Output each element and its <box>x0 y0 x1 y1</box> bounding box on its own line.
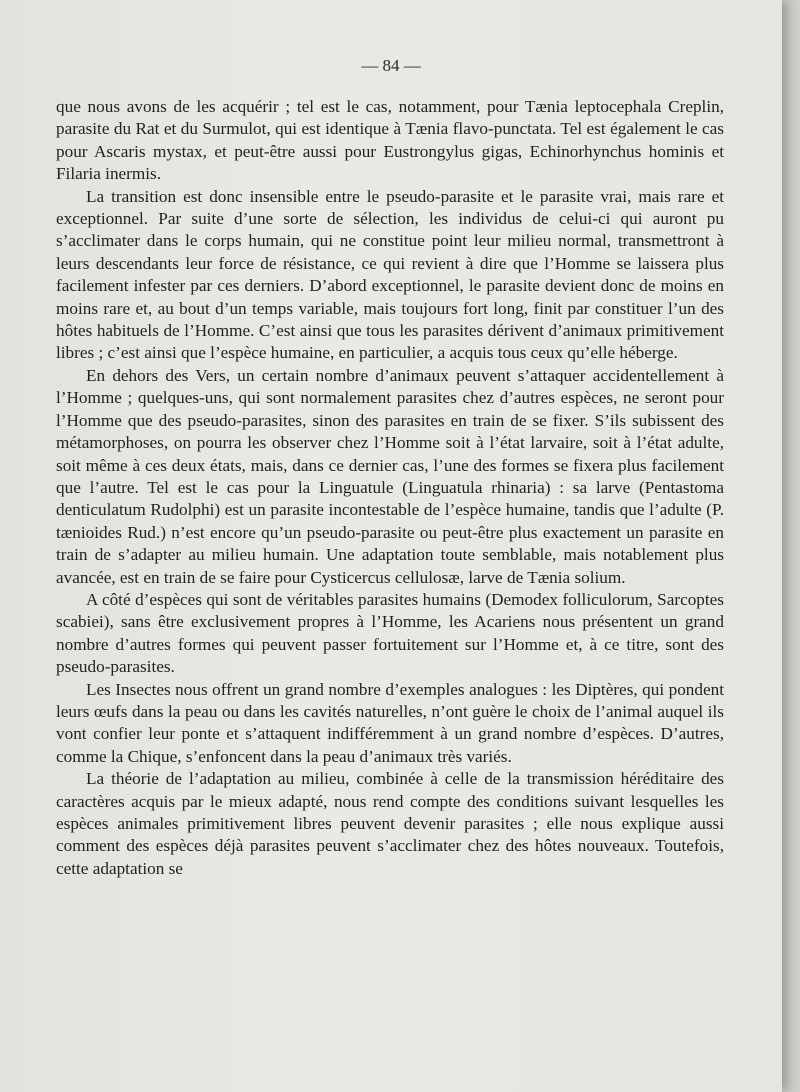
paragraph-6: La théorie de l’adaptation au milieu, combinée à celle de la transmission héréditaire des caractères acquis par le mieux adapté, nous rend compte des conditions suivant lesquelles les espèces animales primitivement libres peuvent devenir parasites ; elle nous explique aussi comment des espèces déjà parasites peuvent s’acclimater chez des hôtes nouveaux. Toutefois, cette adaptation se <box>56 769 724 878</box>
paragraph-5: Les Insectes nous offrent un grand nombre d’exemples analogues : les Diptères, qui pondent leurs œufs dans la peau ou dans les cavités naturelles, n’ont guère le choix de l’animal auquel ils vont confier leur ponte et s’attaquent indifféremment à un grand nombre d’espèces. D’autres, comme la Chique, s’enfoncent dans la peau d’animaux très variés. <box>56 679 724 766</box>
page-number: — 84 — <box>361 56 421 75</box>
paragraph-4: A côté d’espèces qui sont de véritables parasites humains (Demodex folliculorum, Sarcoptes scabiei), sans être exclusivement propres à l’Homme, les Acariens nous présentent un grand nombre d’autres formes qui peuvent passer fortuitement sur l’Homme et, à ce titre, sont des pseudo-parasites. <box>56 589 724 677</box>
paragraph-3: En dehors des Vers, un certain nombre d’animaux peuvent s’attaquer accidentellement à l’Homme ; quelques-uns, qui sont normalement parasites chez d’autres espèces, ne seront pour l’Homme que des pseudo-parasites, sinon des parasites en train de se fixer. S’ils subissent des métamorphoses, on pourra les observer chez l’Homme soit à l’état larvaire, soit à l’état adulte, soit même à ces deux états, mais, dans ce dernier cas, l’une des formes se fixera plus facilement que l’autre. Tel est le cas pour la Linguatule (Linguatula rhinaria) : sa larve (Pentastoma denticulatum Rudolphi) est un parasite incontestable de l’espèce humaine, tandis que l’adulte (P. tænioides Rud.) n’est encore qu’un pseudo-parasite ou peut-être plus exactement un parasite en train de s’adapter au milieu humain. Une adaptation toute semblable, mais notablement plus avancée, est en train de se faire pour Cysticercus cellulosæ, larve de Tænia solium. <box>56 365 724 587</box>
page-body-text <box>56 96 724 880</box>
paragraph-1: que nous avons de les acquérir ; tel est le cas, notamment, pour Tænia leptocephala Creplin, parasite du Rat et du Surmulot, qui est identique à Tænia flavo-punctata. Tel est également le cas pour Ascaris mystax, et peut-être aussi pour Eustrongylus gigas, Echinorhynchus hominis et Filaria inermis. <box>56 97 724 184</box>
paragraph-2: La transition est donc insensible entre le pseudo-parasite et le parasite vrai, mais rare et exceptionnel. Par suite d’une sorte de sélection, les individus de celui-ci qui auront pu s’acclimater dans le corps humain, qui ne constitue point leur milieu normal, transmettront à leurs descendants leur force de résistance, ce qui revient à dire que l’Homme se laissera plus facilement infester par ces derniers. D’abord exceptionnel, le parasite devient donc de moins en moins rare et, au bout d’un temps variable, mais toujours fort long, finit par constituer l’un des hôtes habituels de l’Homme. C’est ainsi que tous les parasites dérivent d’animaux primitivement libres ; c’est ainsi que l’espèce humaine, en particulier, a acquis tous ceux qu’elle héberge. <box>56 186 724 363</box>
